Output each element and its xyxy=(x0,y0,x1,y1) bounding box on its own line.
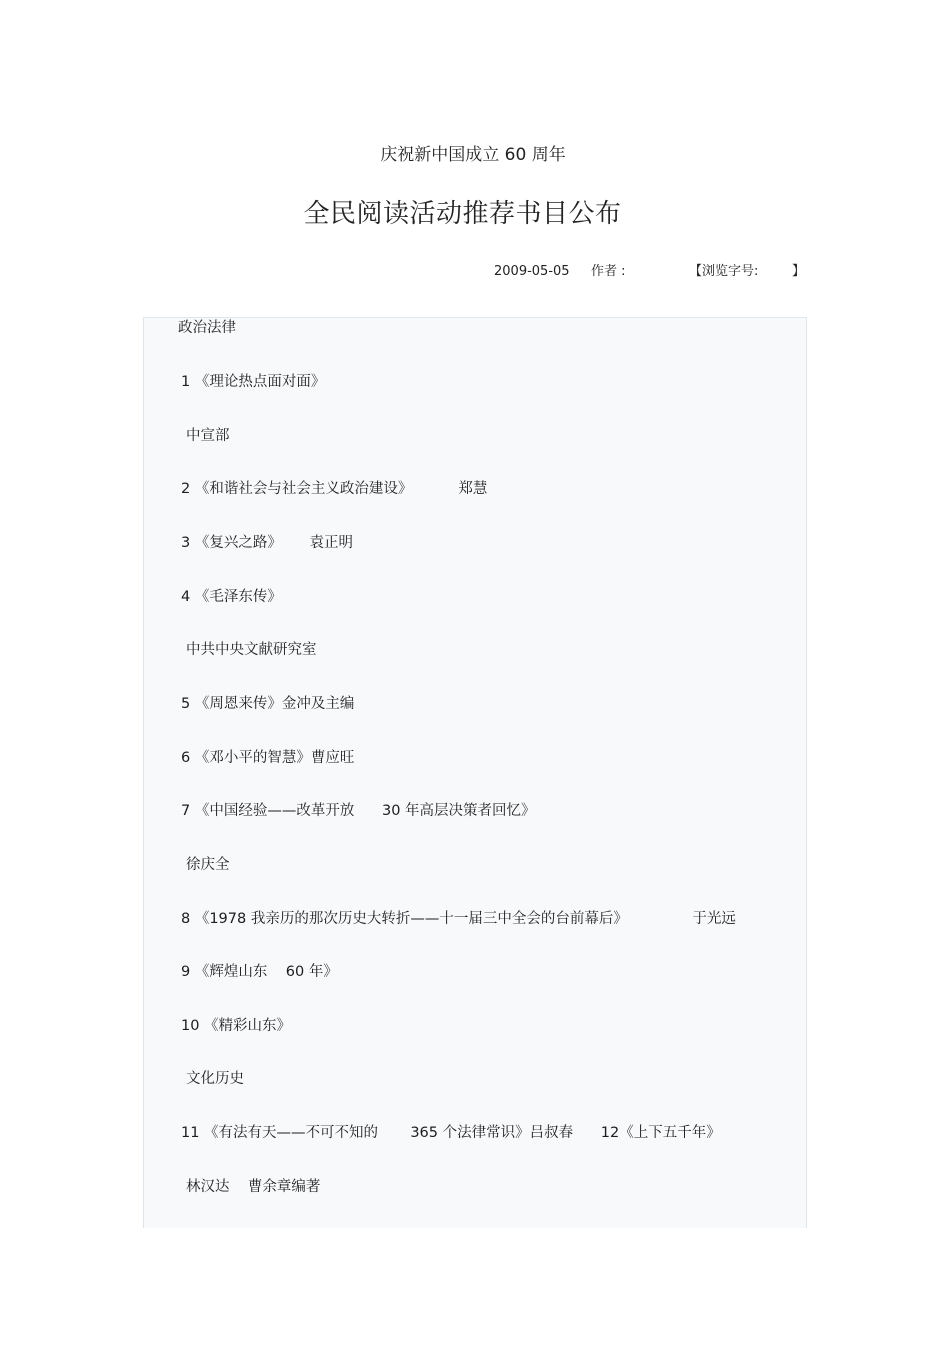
font-size-label: 【浏览字号: xyxy=(689,264,759,279)
publish-date: 2009-05-05 xyxy=(494,264,570,279)
book-item: 8 《1978 我亲历的那次历史大转折——十一届三中全会的台前幕后》 于光远 xyxy=(181,911,736,927)
page-subtitle: 庆祝新中国成立 60 周年 xyxy=(380,145,566,165)
author-label: 作者 : xyxy=(591,264,626,279)
book-item: 4 《毛泽东传》 xyxy=(181,589,282,605)
book-item: 3 《复兴之路》 袁正明 xyxy=(181,535,353,551)
book-author: 林汉达 曹余章编著 xyxy=(186,1179,321,1195)
book-item: 6 《邓小平的智慧》曹应旺 xyxy=(181,750,355,766)
book-author: 徐庆全 xyxy=(186,857,230,873)
book-item: 9 《辉煌山东 60 年》 xyxy=(181,964,338,980)
book-item: 7 《中国经验——改革开放 30 年高层决策者回忆》 xyxy=(181,803,536,819)
content-panel xyxy=(143,317,807,1228)
book-item: 5 《周恩来传》金冲及主编 xyxy=(181,696,355,712)
book-item: 2 《和谐社会与社会主义政治建设》 郑慧 xyxy=(181,481,488,497)
book-author: 中共中央文献研究室 xyxy=(186,642,317,658)
book-item: 10 《精彩山东》 xyxy=(181,1018,292,1034)
book-item: 1 《理论热点面对面》 xyxy=(181,374,326,390)
book-item: 11 《有法有天——不可不知的 365 个法律常识》吕叔春 12《上下五千年》 xyxy=(181,1125,721,1141)
font-size-bracket: 】 xyxy=(792,264,806,279)
book-author: 中宣部 xyxy=(186,428,230,444)
page-title: 全民阅读活动推荐书目公布 xyxy=(303,199,622,229)
section-heading-politics-law: 政治法律 xyxy=(178,320,236,336)
section-heading-culture-history: 文化历史 xyxy=(186,1071,244,1087)
